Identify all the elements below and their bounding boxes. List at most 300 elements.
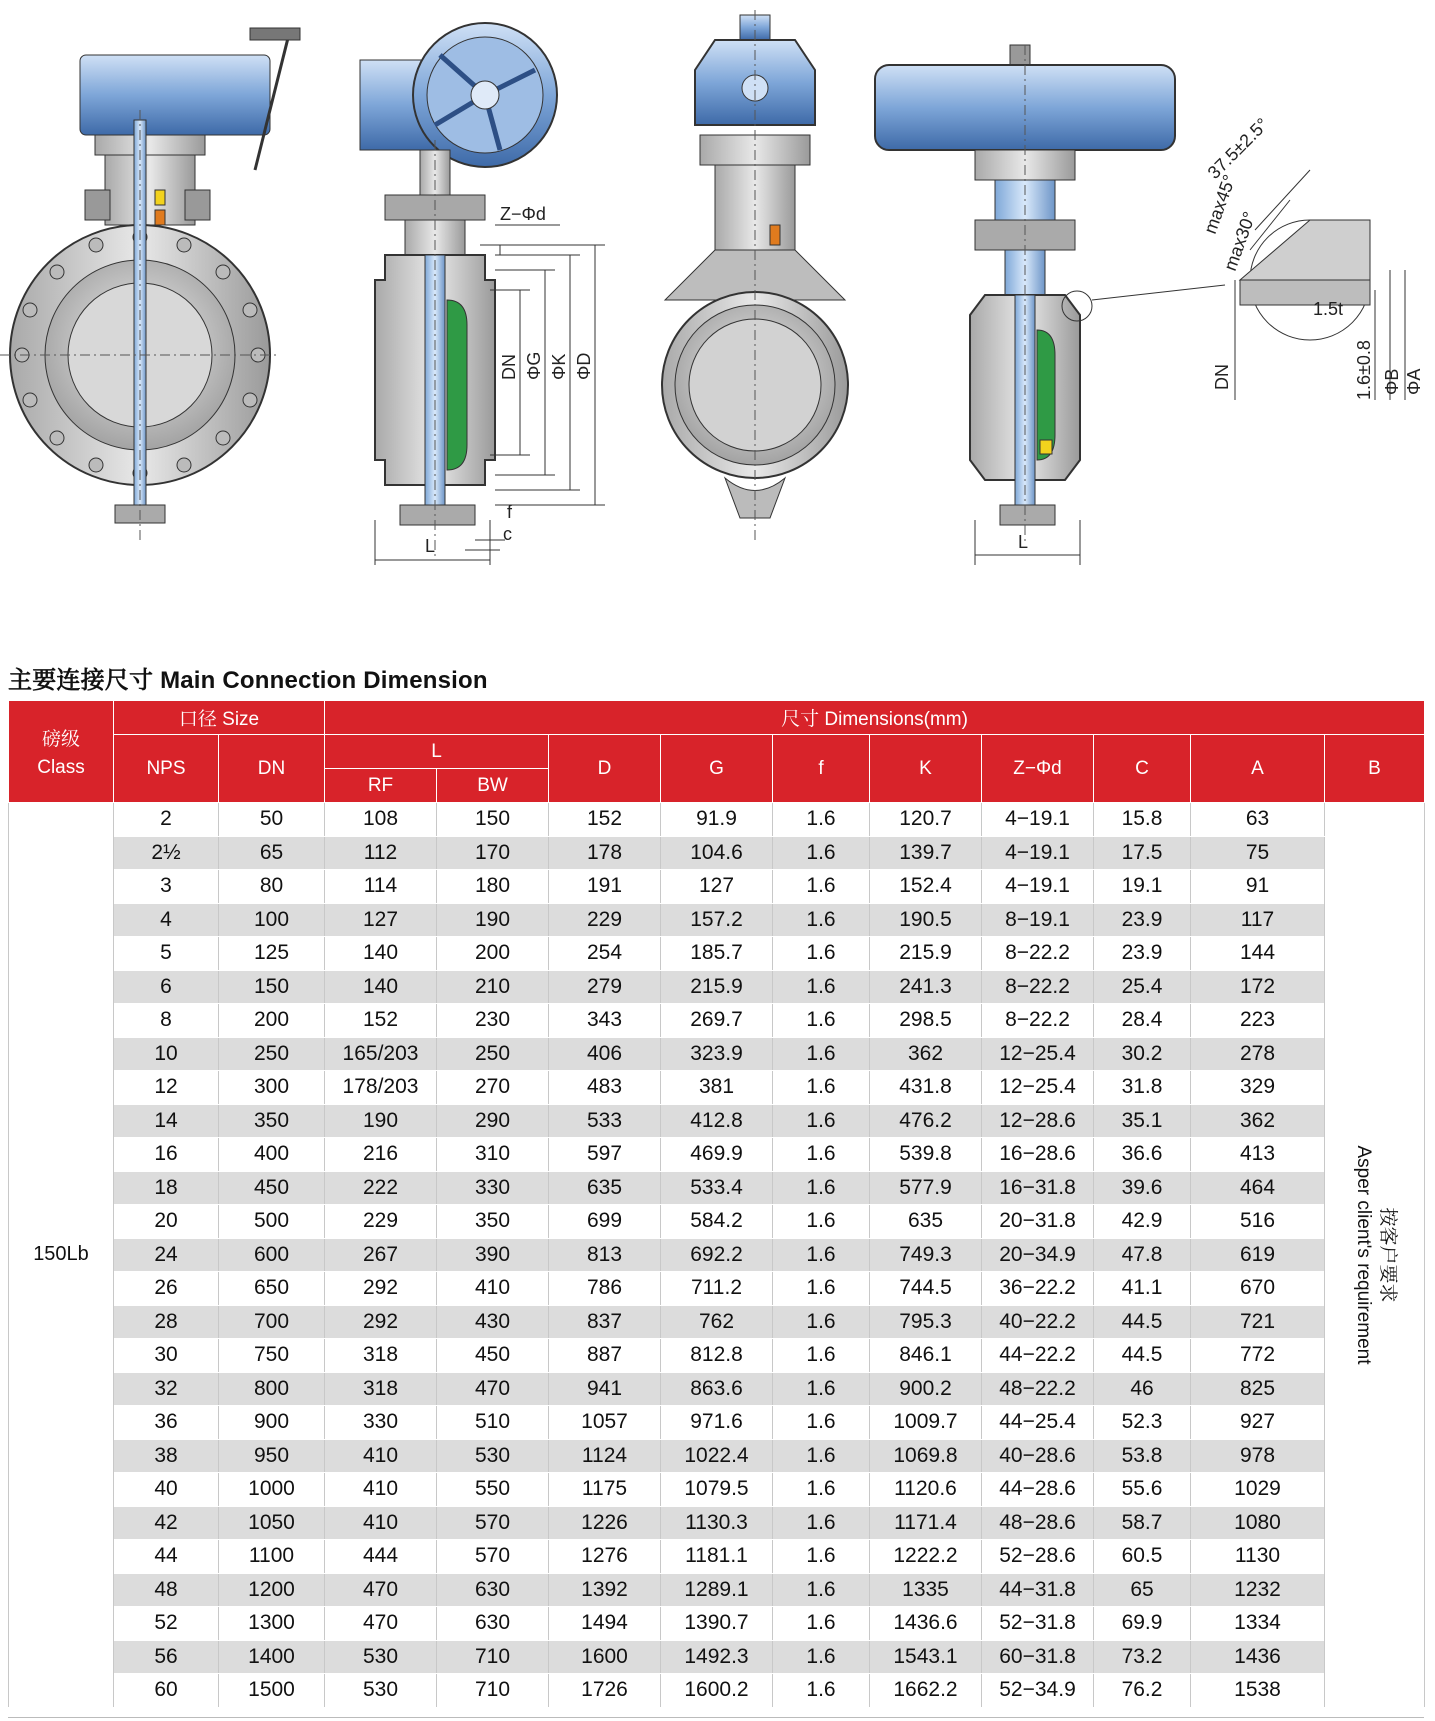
- table-cell: 4: [114, 903, 219, 937]
- table-cell: 152: [325, 1004, 437, 1038]
- table-cell: 1200: [219, 1573, 325, 1607]
- table-cell: 52.3: [1094, 1406, 1191, 1440]
- label-dn: DN: [499, 354, 519, 380]
- table-cell: 44−25.4: [982, 1406, 1094, 1440]
- table-cell: 150: [437, 803, 549, 837]
- table-cell: 635: [870, 1205, 982, 1239]
- table-cell: 16−28.6: [982, 1138, 1094, 1172]
- table-cell: 2½: [114, 836, 219, 870]
- table-cell: 28.4: [1094, 1004, 1191, 1038]
- table-cell: 114: [325, 870, 437, 904]
- table-row: [9, 1004, 1425, 1038]
- header-dimensions: 尺寸 Dimensions(mm): [325, 701, 1425, 735]
- table-cell: 42: [114, 1506, 219, 1540]
- b-note-cell: [1325, 803, 1425, 1708]
- table-cell: 152: [549, 803, 661, 837]
- table-cell: 1181.1: [661, 1540, 773, 1574]
- table-cell: 60−31.8: [982, 1640, 1094, 1674]
- table-cell: 410: [437, 1272, 549, 1306]
- table-cell: 1276: [549, 1540, 661, 1574]
- table-row: [9, 1037, 1425, 1071]
- table-cell: 362: [1191, 1104, 1325, 1138]
- table-row: [9, 1138, 1425, 1172]
- table-cell: 38: [114, 1439, 219, 1473]
- table-row: [9, 1674, 1425, 1708]
- table-cell: 444: [325, 1540, 437, 1574]
- table-cell: 1080: [1191, 1506, 1325, 1540]
- table-cell: 350: [437, 1205, 549, 1239]
- table-cell: 318: [325, 1339, 437, 1373]
- table-cell: 710: [437, 1640, 549, 1674]
- table-cell: 279: [549, 970, 661, 1004]
- table-cell: 1.6: [773, 870, 870, 904]
- table-cell: 1.6: [773, 1607, 870, 1641]
- table-cell: 650: [219, 1272, 325, 1306]
- table-cell: 1726: [549, 1674, 661, 1708]
- table-cell: 721: [1191, 1305, 1325, 1339]
- table-cell: 1029: [1191, 1473, 1325, 1507]
- table-cell: 692.2: [661, 1238, 773, 1272]
- table-cell: 150: [219, 970, 325, 1004]
- table-cell: 20−31.8: [982, 1205, 1094, 1239]
- table-cell: 40−28.6: [982, 1439, 1094, 1473]
- table-cell: 178/203: [325, 1071, 437, 1105]
- table-cell: 744.5: [870, 1272, 982, 1306]
- table-cell: 1.6: [773, 1238, 870, 1272]
- table-cell: 46: [1094, 1372, 1191, 1406]
- table-cell: 250: [437, 1037, 549, 1071]
- table-cell: 12−25.4: [982, 1037, 1094, 1071]
- header-bw: BW: [437, 769, 549, 803]
- table-cell: 630: [437, 1573, 549, 1607]
- table-cell: 2: [114, 803, 219, 837]
- table-cell: 1009.7: [870, 1406, 982, 1440]
- table-cell: 53.8: [1094, 1439, 1191, 1473]
- table-cell: 516: [1191, 1205, 1325, 1239]
- table-cell: 44−31.8: [982, 1573, 1094, 1607]
- table-cell: 12−25.4: [982, 1071, 1094, 1105]
- table-cell: 1.6: [773, 1071, 870, 1105]
- table-cell: 1400: [219, 1640, 325, 1674]
- header-c: C: [1094, 735, 1191, 803]
- table-cell: 298.5: [870, 1004, 982, 1038]
- table-cell: 1079.5: [661, 1473, 773, 1507]
- table-cell: 30: [114, 1339, 219, 1373]
- header-class: [9, 701, 114, 803]
- table-cell: 63: [1191, 803, 1325, 837]
- table-cell: 39.6: [1094, 1171, 1191, 1205]
- table-row: [9, 870, 1425, 904]
- table-cell: 430: [437, 1305, 549, 1339]
- table-cell: 318: [325, 1372, 437, 1406]
- table-cell: 278: [1191, 1037, 1325, 1071]
- table-cell: 887: [549, 1339, 661, 1373]
- table-cell: 310: [437, 1138, 549, 1172]
- b-note: [1351, 1145, 1399, 1364]
- table-cell: 12: [114, 1071, 219, 1105]
- table-cell: 139.7: [870, 836, 982, 870]
- table-cell: 117: [1191, 903, 1325, 937]
- table-cell: 4−19.1: [982, 870, 1094, 904]
- table-cell: 290: [437, 1104, 549, 1138]
- b-note-en: Asper client's requirement: [1352, 1145, 1374, 1365]
- table-cell: 16: [114, 1138, 219, 1172]
- table-cell: 762: [661, 1305, 773, 1339]
- table-cell: 530: [325, 1674, 437, 1708]
- table-row: [9, 803, 1425, 837]
- table-row: [9, 1640, 1425, 1674]
- table-cell: 112: [325, 836, 437, 870]
- table-cell: 825: [1191, 1372, 1325, 1406]
- table-cell: 36.6: [1094, 1138, 1191, 1172]
- table-row: [9, 836, 1425, 870]
- table-cell: 1.6: [773, 1138, 870, 1172]
- table-cell: 470: [325, 1607, 437, 1641]
- table-cell: 1300: [219, 1607, 325, 1641]
- header-rf: RF: [325, 769, 437, 803]
- table-cell: 140: [325, 970, 437, 1004]
- table-cell: 165/203: [325, 1037, 437, 1071]
- table-cell: 1.6: [773, 836, 870, 870]
- table-cell: 12−28.6: [982, 1104, 1094, 1138]
- table-cell: 1492.3: [661, 1640, 773, 1674]
- table-cell: 241.3: [870, 970, 982, 1004]
- table-cell: 772: [1191, 1339, 1325, 1373]
- label-1-5t: 1.5t: [1313, 299, 1344, 319]
- label-f: f: [507, 502, 513, 522]
- table-cell: 229: [325, 1205, 437, 1239]
- table-cell: 191: [549, 870, 661, 904]
- table-cell: 3: [114, 870, 219, 904]
- table-row: [9, 1272, 1425, 1306]
- table-cell: 185.7: [661, 937, 773, 971]
- table-cell: 1436.6: [870, 1607, 982, 1641]
- table-cell: 44.5: [1094, 1305, 1191, 1339]
- table-cell: 44−28.6: [982, 1473, 1094, 1507]
- table-cell: 127: [325, 903, 437, 937]
- view-pneumatic: [875, 45, 1175, 565]
- table-cell: 1.6: [773, 1171, 870, 1205]
- table-cell: 971.6: [661, 1406, 773, 1440]
- table-cell: 470: [437, 1372, 549, 1406]
- table-cell: 1.6: [773, 1372, 870, 1406]
- table-cell: 178: [549, 836, 661, 870]
- table-cell: 1069.8: [870, 1439, 982, 1473]
- table-cell: 464: [1191, 1171, 1325, 1205]
- table-cell: 1120.6: [870, 1473, 982, 1507]
- table-cell: 28: [114, 1305, 219, 1339]
- table-cell: 52−34.9: [982, 1674, 1094, 1708]
- table-cell: 500: [219, 1205, 325, 1239]
- table-cell: 1538: [1191, 1674, 1325, 1708]
- table-cell: 200: [437, 937, 549, 971]
- table-cell: 786: [549, 1272, 661, 1306]
- table-cell: 91: [1191, 870, 1325, 904]
- table-cell: 80: [219, 870, 325, 904]
- table-cell: 48−28.6: [982, 1506, 1094, 1540]
- table-cell: 108: [325, 803, 437, 837]
- table-row: [9, 1205, 1425, 1239]
- table-cell: 1124: [549, 1439, 661, 1473]
- table-cell: 1.6: [773, 1674, 870, 1708]
- table-cell: 700: [219, 1305, 325, 1339]
- header-d: D: [549, 735, 661, 803]
- header-class-cn: 磅级: [41, 729, 80, 750]
- table-cell: 812.8: [661, 1339, 773, 1373]
- table-cell: 1600: [549, 1640, 661, 1674]
- table-cell: 4−19.1: [982, 836, 1094, 870]
- table-row: [9, 1506, 1425, 1540]
- table-row: [9, 970, 1425, 1004]
- label-max30: max30°: [1219, 208, 1260, 274]
- table-cell: 1000: [219, 1473, 325, 1507]
- table-cell: 410: [325, 1506, 437, 1540]
- table-cell: 222: [325, 1171, 437, 1205]
- table-cell: 350: [219, 1104, 325, 1138]
- table-cell: 23.9: [1094, 937, 1191, 971]
- table-cell: 431.8: [870, 1071, 982, 1105]
- table-cell: 406: [549, 1037, 661, 1071]
- table-cell: 41.1: [1094, 1272, 1191, 1306]
- table-row: [9, 1540, 1425, 1574]
- table-cell: 16−31.8: [982, 1171, 1094, 1205]
- header-a: A: [1191, 735, 1325, 803]
- table-cell: 60.5: [1094, 1540, 1191, 1574]
- table-cell: 1.6: [773, 1305, 870, 1339]
- table-cell: 1175: [549, 1473, 661, 1507]
- table-cell: 44−22.2: [982, 1339, 1094, 1373]
- table-cell: 1436: [1191, 1640, 1325, 1674]
- header-f: f: [773, 735, 870, 803]
- table-cell: 42.9: [1094, 1205, 1191, 1239]
- table-cell: 469.9: [661, 1138, 773, 1172]
- table-cell: 19.1: [1094, 870, 1191, 904]
- table-cell: 48−22.2: [982, 1372, 1094, 1406]
- table-cell: 8−22.2: [982, 937, 1094, 971]
- table-cell: 52−31.8: [982, 1607, 1094, 1641]
- table-cell: 215.9: [661, 970, 773, 1004]
- table-cell: 413: [1191, 1138, 1325, 1172]
- table-cell: 927: [1191, 1406, 1325, 1440]
- table-cell: 1.6: [773, 1640, 870, 1674]
- table-cell: 127: [661, 870, 773, 904]
- table-cell: 270: [437, 1071, 549, 1105]
- table-cell: 5: [114, 937, 219, 971]
- table-cell: 8−19.1: [982, 903, 1094, 937]
- table-row: [9, 1372, 1425, 1406]
- table-cell: 1226: [549, 1506, 661, 1540]
- table-cell: 1.6: [773, 1473, 870, 1507]
- table-cell: 323.9: [661, 1037, 773, 1071]
- view-front-handwheel: [0, 28, 300, 540]
- table-cell: 800: [219, 1372, 325, 1406]
- table-cell: 1.6: [773, 903, 870, 937]
- table-cell: 55.6: [1094, 1473, 1191, 1507]
- table-row: [9, 903, 1425, 937]
- table-cell: 31.8: [1094, 1071, 1191, 1105]
- table-cell: 4−19.1: [982, 803, 1094, 837]
- label-l-view4: L: [1018, 532, 1029, 552]
- table-cell: 65: [219, 836, 325, 870]
- dimension-table: [8, 700, 1425, 1708]
- header-dn: DN: [219, 735, 325, 803]
- table-cell: 152.4: [870, 870, 982, 904]
- table-cell: 35.1: [1094, 1104, 1191, 1138]
- table-cell: 390: [437, 1238, 549, 1272]
- label-phi-g: ΦG: [524, 351, 544, 380]
- header-class-en: Class: [37, 757, 85, 778]
- table-cell: 56: [114, 1640, 219, 1674]
- table-cell: 44.5: [1094, 1339, 1191, 1373]
- table-cell: 670: [1191, 1272, 1325, 1306]
- table-cell: 292: [325, 1272, 437, 1306]
- table-cell: 1494: [549, 1607, 661, 1641]
- table-cell: 837: [549, 1305, 661, 1339]
- table-cell: 1.6: [773, 1104, 870, 1138]
- table-cell: 362: [870, 1037, 982, 1071]
- table-cell: 711.2: [661, 1272, 773, 1306]
- header-g: G: [661, 735, 773, 803]
- table-cell: 8−22.2: [982, 1004, 1094, 1038]
- view-side-dimensions: [360, 23, 605, 565]
- label-l-view2: L: [425, 536, 436, 556]
- table-cell: 76.2: [1094, 1674, 1191, 1708]
- table-cell: 1022.4: [661, 1439, 773, 1473]
- table-cell: 140: [325, 937, 437, 971]
- table-cell: 26: [114, 1272, 219, 1306]
- table-cell: 450: [437, 1339, 549, 1373]
- table-cell: 533.4: [661, 1171, 773, 1205]
- table-cell: 570: [437, 1506, 549, 1540]
- table-cell: 36: [114, 1406, 219, 1440]
- table-cell: 1222.2: [870, 1540, 982, 1574]
- table-cell: 1.6: [773, 1573, 870, 1607]
- table-cell: 8: [114, 1004, 219, 1038]
- dimension-table-body: [9, 803, 1425, 1708]
- table-cell: 412.8: [661, 1104, 773, 1138]
- table-cell: 58.7: [1094, 1506, 1191, 1540]
- table-cell: 846.1: [870, 1339, 982, 1373]
- valve-technical-drawing: [0, 0, 1435, 600]
- table-cell: 10: [114, 1037, 219, 1071]
- table-cell: 229: [549, 903, 661, 937]
- table-cell: 863.6: [661, 1372, 773, 1406]
- header-zd: Z−Φd: [982, 735, 1094, 803]
- table-cell: 14: [114, 1104, 219, 1138]
- table-cell: 381: [661, 1071, 773, 1105]
- table-cell: 300: [219, 1071, 325, 1105]
- table-cell: 1335: [870, 1573, 982, 1607]
- table-cell: 8−22.2: [982, 970, 1094, 1004]
- table-cell: 190: [437, 903, 549, 937]
- table-cell: 215.9: [870, 937, 982, 971]
- label-phi-d: ΦD: [574, 352, 594, 380]
- table-cell: 1.6: [773, 937, 870, 971]
- table-cell: 32: [114, 1372, 219, 1406]
- table-cell: 635: [549, 1171, 661, 1205]
- table-cell: 1390.7: [661, 1607, 773, 1641]
- table-cell: 329: [1191, 1071, 1325, 1105]
- table-cell: 400: [219, 1138, 325, 1172]
- table-cell: 190.5: [870, 903, 982, 937]
- table-cell: 1.6: [773, 1439, 870, 1473]
- table-cell: 60: [114, 1674, 219, 1708]
- table-cell: 18: [114, 1171, 219, 1205]
- label-angle: 37.5±2.5°: [1203, 114, 1273, 183]
- table-row: [9, 1238, 1425, 1272]
- table-cell: 343: [549, 1004, 661, 1038]
- header-k: K: [870, 735, 982, 803]
- label-phi-b: ΦB: [1382, 368, 1402, 395]
- table-cell: 710: [437, 1674, 549, 1708]
- table-cell: 17.5: [1094, 836, 1191, 870]
- table-cell: 24: [114, 1238, 219, 1272]
- table-cell: 23.9: [1094, 903, 1191, 937]
- table-row: [9, 937, 1425, 971]
- view-rear: [662, 10, 848, 540]
- table-cell: 1130.3: [661, 1506, 773, 1540]
- valve-drawings: [0, 0, 1435, 600]
- table-cell: 330: [437, 1171, 549, 1205]
- table-cell: 216: [325, 1138, 437, 1172]
- table-cell: 20: [114, 1205, 219, 1239]
- table-row: [9, 1071, 1425, 1105]
- header-size: 口径 Size: [114, 701, 325, 735]
- view-detail: [1092, 114, 1424, 400]
- table-cell: 223: [1191, 1004, 1325, 1038]
- table-cell: 1334: [1191, 1607, 1325, 1641]
- table-cell: 170: [437, 836, 549, 870]
- table-cell: 900: [219, 1406, 325, 1440]
- table-cell: 1289.1: [661, 1573, 773, 1607]
- table-cell: 1057: [549, 1406, 661, 1440]
- table-cell: 476.2: [870, 1104, 982, 1138]
- table-cell: 6: [114, 970, 219, 1004]
- table-bottom-rule: [8, 1717, 1424, 1718]
- table-cell: 530: [325, 1640, 437, 1674]
- table-cell: 190: [325, 1104, 437, 1138]
- table-cell: 269.7: [661, 1004, 773, 1038]
- table-cell: 120.7: [870, 803, 982, 837]
- table-cell: 75: [1191, 836, 1325, 870]
- table-cell: 1.6: [773, 1037, 870, 1071]
- table-cell: 483: [549, 1071, 661, 1105]
- table-cell: 410: [325, 1439, 437, 1473]
- table-cell: 267: [325, 1238, 437, 1272]
- table-row: [9, 1607, 1425, 1641]
- table-cell: 69.9: [1094, 1607, 1191, 1641]
- table-cell: 36−22.2: [982, 1272, 1094, 1306]
- table-cell: 50: [219, 803, 325, 837]
- table-cell: 539.8: [870, 1138, 982, 1172]
- table-cell: 15.8: [1094, 803, 1191, 837]
- table-cell: 125: [219, 937, 325, 971]
- table-cell: 577.9: [870, 1171, 982, 1205]
- table-row: [9, 1573, 1425, 1607]
- label-detail-dn: DN: [1212, 364, 1232, 390]
- header-l: L: [325, 735, 549, 769]
- table-cell: 795.3: [870, 1305, 982, 1339]
- table-cell: 1.6: [773, 1506, 870, 1540]
- table-cell: 750: [219, 1339, 325, 1373]
- table-cell: 1050: [219, 1506, 325, 1540]
- table-cell: 1.6: [773, 970, 870, 1004]
- table-cell: 533: [549, 1104, 661, 1138]
- table-cell: 104.6: [661, 836, 773, 870]
- table-cell: 52−28.6: [982, 1540, 1094, 1574]
- table-cell: 210: [437, 970, 549, 1004]
- table-row: [9, 1439, 1425, 1473]
